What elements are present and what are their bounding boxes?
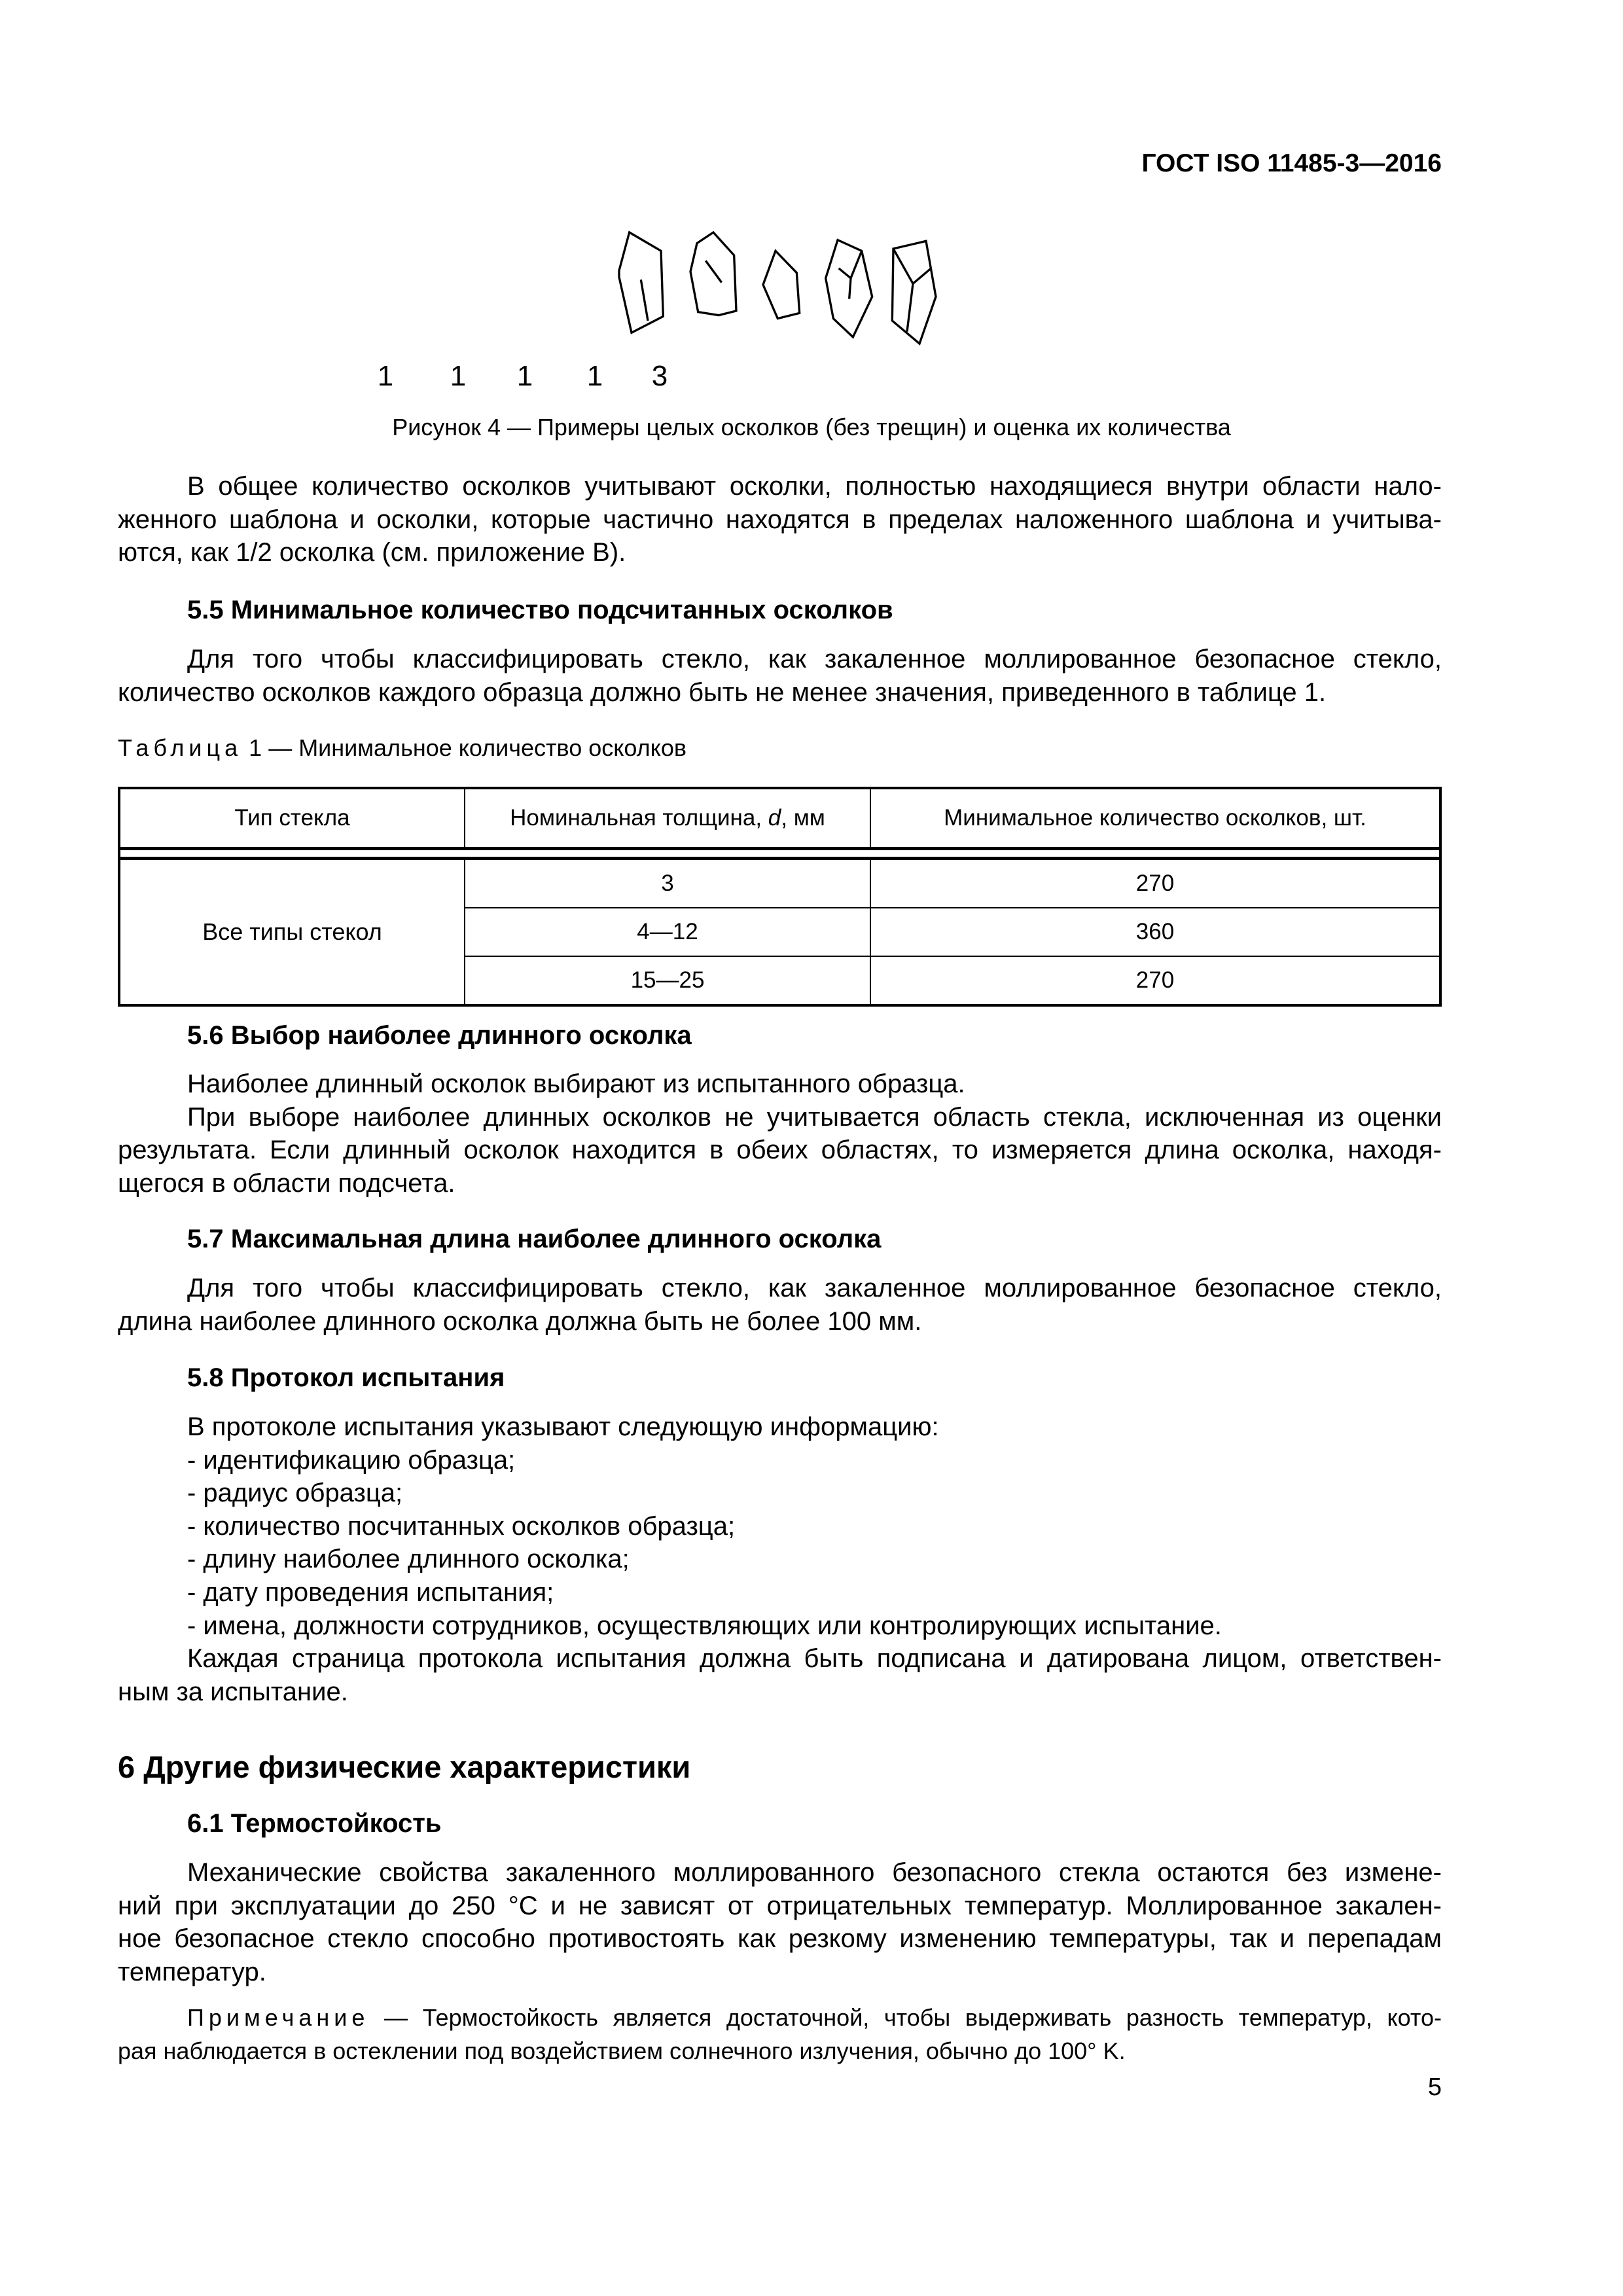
text-line: результата. Если длинный осколок находится в обеих областях, то измеряется длина осколка, находя- (118, 1136, 1442, 1165)
text-line: При выборе наиболее длинных осколков не учитывается область стекла, исключенная из оценки (187, 1102, 1442, 1132)
header-separator (119, 849, 1440, 859)
paragraph (118, 470, 1442, 569)
text-line: - идентификацию образца; (187, 1445, 516, 1475)
section-heading-6: 6 Другие физические характеристики (118, 1749, 691, 1784)
text-line: ным за испытание. (118, 1677, 348, 1706)
thickness-cell: 3 (465, 859, 870, 908)
page-number: 5 (1427, 2073, 1442, 2101)
fragment-2 (690, 232, 736, 315)
fragment-5 (892, 241, 936, 344)
note-line (118, 2001, 1442, 2035)
text-line: Механические свойства закаленного моллированного безопасного стекла остаются без измене- (187, 1858, 1442, 1887)
fragment-count: 1 (377, 360, 394, 392)
note-line: рая наблюдается в остеклении под воздействием солнечного излучения, обычно до 100° K. (118, 2037, 1126, 2064)
fragment-4 (826, 240, 872, 337)
fragment-count: 3 (651, 360, 668, 392)
min-count-cell: 270 (870, 859, 1440, 908)
text-line: количество осколков каждого образца должно быть не менее значения, приведенного в таблице 1. (118, 677, 1327, 707)
fragment-count: 1 (586, 360, 603, 392)
fragment-1 (619, 232, 663, 332)
section-heading-5-6: 5.6 Выбор наиболее длинного осколка (187, 1021, 692, 1050)
section-heading-5-8: 5.8 Протокол испытания (187, 1363, 505, 1392)
text-line: Каждая страница протокола испытания должна быть подписана и датирована лицом, ответствен- (187, 1644, 1442, 1674)
paragraph (118, 1856, 1442, 1988)
min-count-cell: 270 (870, 956, 1440, 1005)
text-line: ное безопасное стекло способно противостоять как резкому изменению температуры, так и перепадам (118, 1924, 1442, 1954)
table-caption (118, 734, 687, 762)
text-line: длина наиболее длинного осколка должна быть не более 100 мм. (118, 1306, 922, 1336)
text-line: В общее количество осколков учитывают осколки, полностью находящиеся внутри области нало- (187, 472, 1442, 501)
text-line: ются, как 1/2 осколка (см. приложение В). (118, 538, 626, 567)
note-label: Примечание (187, 2004, 370, 2031)
figure-fragments (353, 209, 1204, 406)
table-header-row (119, 788, 1440, 849)
text-line: - имена, должности сотрудников, осуществляющих или контролирующих испытание. (187, 1611, 1222, 1640)
text-line: щегося в области подсчета. (118, 1168, 455, 1198)
section-heading-5-5: 5.5 Минимальное количество подсчитанных осколков (187, 596, 893, 624)
document-header: ГОСТ ISO 11485-3—2016 (1141, 149, 1442, 177)
text-line: Наиболее длинный осколок выбирают из испытанного образца. (187, 1069, 965, 1098)
min-count-cell: 360 (870, 908, 1440, 956)
fragment-3 (763, 251, 800, 318)
glass-type-cell: Все типы стекол (119, 859, 465, 1006)
paragraph (118, 643, 1442, 709)
thickness-cell: 4—12 (465, 908, 870, 956)
text-line: В протоколе испытания указывают следующую информацию: (187, 1412, 939, 1441)
min-fragments-table (118, 787, 1442, 1007)
text-line: - дату проведения испытания; (187, 1577, 554, 1607)
thickness-cell: 15—25 (465, 956, 870, 1005)
column-header: Минимальное количество осколков, шт. (870, 788, 1440, 849)
paragraph (118, 1272, 1442, 1338)
text-line: Для того чтобы классифицировать стекло, как закаленное моллированное безопасное стекло, (187, 1274, 1442, 1302)
text-line: - длину наиболее длинного осколка; (187, 1545, 630, 1574)
table-row (119, 859, 1440, 908)
fragment-count: 1 (450, 360, 467, 392)
text-line: ний при эксплуатации до 250 °С и не зависят от отрицательных температур. Моллированное закален- (118, 1891, 1442, 1920)
table-title: 1 — Минимальное количество осколков (249, 734, 687, 761)
paragraph (118, 1410, 1442, 1708)
figure-caption: Рисунок 4 — Примеры целых осколков (без трещин) и оценка их количества (392, 414, 1231, 440)
text-line: температур. (118, 1957, 266, 1986)
column-header: Тип стекла (119, 788, 465, 849)
fragment-count: 1 (516, 360, 533, 392)
text-line: - радиус образца; (187, 1479, 403, 1508)
table-label: Таблица (118, 734, 243, 761)
text-line: Для того чтобы классифицировать стекло, как закаленное моллированное безопасное стекло, (187, 645, 1442, 673)
text-line: - количество посчитанных осколков образца; (187, 1511, 736, 1541)
section-heading-6-1: 6.1 Термостойкость (187, 1809, 442, 1838)
paragraph (118, 1067, 1442, 1200)
text-line: женного шаблона и осколки, которые частично находятся в пределах наложенного шаблона и учитыва- (118, 505, 1442, 534)
column-header: Номинальная толщина, d, мм (465, 788, 870, 849)
section-heading-5-7: 5.7 Максимальная длина наиболее длинного осколка (187, 1225, 882, 1253)
note-text: — Термостойкость является достаточной, чтобы выдерживать разность температур, кото- (383, 2004, 1442, 2031)
note (118, 2001, 1442, 2068)
